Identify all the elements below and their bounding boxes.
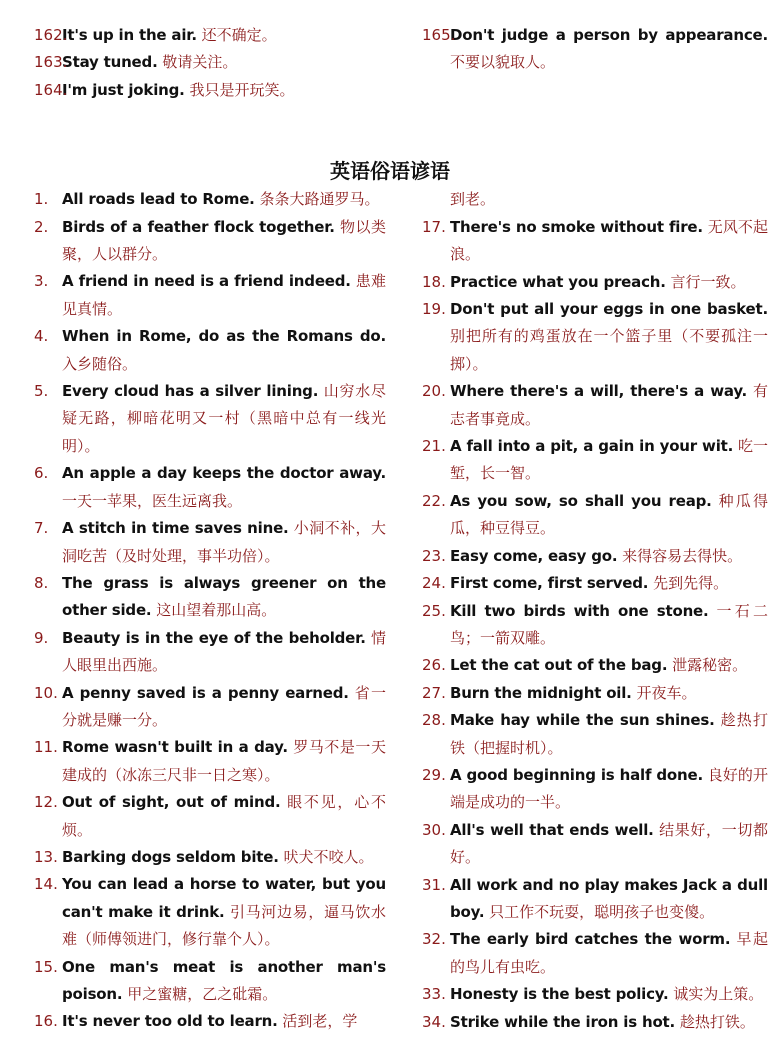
item-number: 7. — [34, 519, 49, 538]
chinese-translation: 罗马不是一天建成的（冰冻三尺非一日之寒）。 — [62, 738, 386, 784]
english-proverb: Beauty is in the eye of the beholder. — [62, 628, 366, 647]
chinese-translation: 一天一苹果，医生远离我。 — [62, 491, 243, 510]
english-proverb: There's no smoke without fire. — [450, 217, 703, 236]
item-number: 31. — [422, 875, 446, 894]
chinese-translation: 条条大路通罗马。 — [259, 190, 380, 209]
spacer — [422, 77, 768, 187]
item-number: 25. — [422, 601, 446, 620]
item-number: 165. — [422, 26, 456, 44]
english-proverb: It's up in the air. — [62, 26, 197, 44]
item-number: 9. — [34, 628, 49, 647]
english-proverb: Honesty is the best policy. — [450, 985, 669, 1004]
list-item — [422, 926, 768, 981]
item-number: 8. — [34, 573, 49, 592]
top-left-list — [34, 22, 386, 104]
chinese-translation: 趁热打铁。 — [679, 1012, 755, 1031]
chinese-translation: 吃一堑，长一智。 — [450, 437, 768, 483]
item-number: 33. — [422, 985, 446, 1004]
list-item — [422, 214, 768, 269]
item-number: 4. — [34, 327, 49, 346]
list-item — [34, 214, 386, 269]
chinese-translation: 引马河边易，逼马饮水难（师傅领进门，修行靠个人）。 — [62, 902, 386, 949]
chinese-translation: 先到先得。 — [653, 574, 729, 593]
english-proverb: As you sow, so shall you reap. — [450, 491, 712, 510]
list-item — [422, 707, 768, 762]
list-item — [34, 570, 386, 625]
list-item — [34, 680, 386, 735]
item-number: 2. — [34, 217, 49, 236]
list-item — [34, 789, 386, 844]
chinese-translation: 一石二鸟；一箭双雕。 — [450, 601, 768, 647]
english-proverb: Don't judge a person by appearance. — [450, 26, 768, 44]
list-item — [34, 844, 386, 871]
english-proverb: Birds of a feather flock together. — [62, 217, 335, 236]
item-number: 30. — [422, 820, 446, 839]
list-item — [34, 625, 386, 680]
item-number: 6. — [34, 464, 49, 483]
english-proverb: It's never too old to learn. — [62, 1012, 278, 1031]
chinese-translation: 结果好，一切都好。 — [450, 820, 768, 867]
list-item — [34, 268, 386, 323]
chinese-translation: 入乡随俗。 — [62, 354, 138, 373]
list-item — [422, 269, 768, 296]
chinese-translation: 吠犬不咬人。 — [283, 847, 374, 866]
item-number: 3. — [34, 272, 49, 291]
item-number: 15. — [34, 957, 58, 976]
item-number: 26. — [422, 656, 446, 675]
list-item — [34, 323, 386, 378]
chinese-translation: 甲之蜜糖，乙之砒霜。 — [127, 985, 278, 1003]
chinese-translation: 还不确定。 — [201, 26, 277, 44]
english-proverb: All's well that ends well. — [450, 820, 654, 839]
chinese-translation: 无风不起浪。 — [450, 217, 768, 264]
item-number: 22. — [422, 491, 446, 510]
item-number: 28. — [422, 711, 446, 730]
chinese-translation: 小洞不补，大洞吃苦（及时处理，事半功倍）。 — [62, 519, 386, 565]
list-item — [34, 186, 386, 213]
english-proverb: I'm just joking. — [62, 80, 185, 99]
chinese-translation: 省一分就是赚一分。 — [62, 683, 386, 729]
chinese-translation: 患难见真情。 — [62, 272, 386, 318]
list-item — [34, 954, 386, 1009]
english-proverb: Where there's a will, there's a way. — [450, 382, 748, 401]
list-item — [34, 378, 386, 460]
item-number: 163. — [34, 53, 68, 72]
proverb-list-left — [34, 186, 386, 1036]
english-proverb: Rome wasn't built in a day. — [62, 738, 288, 757]
list-item — [422, 1009, 768, 1036]
spacer — [34, 104, 386, 158]
item-number: 14. — [34, 875, 58, 894]
list-item — [34, 515, 386, 570]
chinese-translation: 早起的鸟儿有虫吃。 — [450, 930, 768, 976]
list-item — [422, 488, 768, 543]
list-item — [422, 570, 768, 597]
chinese-translation: 别把所有的鸡蛋放在一个篮子里（不要孤注一掷）。 — [450, 327, 768, 373]
item-number: 21. — [422, 437, 446, 456]
item-number: 16. — [34, 1012, 58, 1031]
chinese-translation: 言行一致。 — [670, 272, 746, 291]
english-proverb: First come, first served. — [450, 574, 649, 593]
english-proverb: All roads lead to Rome. — [62, 190, 255, 209]
english-proverb: Strike while the iron is hot. — [450, 1012, 676, 1031]
item-number: 5. — [34, 382, 49, 401]
chinese-translation: 趁热打铁（把握时机）。 — [450, 711, 768, 757]
continuation-text: 到老。 — [450, 190, 496, 209]
item-number: 24. — [422, 574, 446, 593]
section-title: 英语俗语谚语 — [330, 159, 450, 183]
chinese-translation: 情人眼里出西施。 — [62, 628, 386, 675]
chinese-translation: 不要以貌取人。 — [450, 53, 556, 72]
item-number: 13. — [34, 847, 58, 866]
english-proverb: A good beginning is half done. — [450, 765, 703, 784]
list-item — [422, 378, 768, 433]
list-item — [422, 543, 768, 570]
item-number: 11. — [34, 738, 58, 757]
chinese-translation: 种瓜得瓜，种豆得豆。 — [450, 491, 768, 538]
list-item — [422, 762, 768, 817]
english-proverb: All work and no play makes Jack a dull boy. — [450, 875, 768, 921]
list-item — [34, 49, 386, 76]
english-proverb: Stay tuned. — [62, 53, 158, 72]
chinese-translation: 有志者事竟成。 — [450, 382, 768, 428]
chinese-translation: 敬请关注。 — [162, 53, 238, 72]
list-item — [34, 22, 386, 49]
chinese-translation: 来得容易去得快。 — [622, 546, 743, 565]
list-item — [422, 296, 768, 378]
chinese-translation: 诚实为上策。 — [673, 985, 764, 1004]
item-number: 19. — [422, 300, 446, 319]
english-proverb: The early bird catches the worm. — [450, 930, 731, 949]
chinese-translation: 开夜车。 — [636, 683, 697, 702]
english-proverb: One man's meat is another man's poison. — [62, 957, 386, 1003]
proverb-list-right — [422, 214, 768, 1036]
english-proverb: The grass is always greener on the other side. — [62, 573, 386, 620]
list-item — [422, 981, 768, 1008]
item-number: 34. — [422, 1012, 446, 1031]
item-number: 32. — [422, 930, 446, 949]
item-number: 162. — [34, 26, 68, 44]
list-item — [34, 1008, 386, 1035]
chinese-translation: 山穷水尽疑无路，柳暗花明又一村（黑暗中总有一线光明）。 — [62, 382, 386, 455]
list-item — [34, 871, 386, 953]
list-item — [34, 77, 386, 104]
list-item — [34, 460, 386, 515]
chinese-translation: 物以类聚，人以群分。 — [62, 217, 386, 264]
item-number: 23. — [422, 546, 446, 565]
english-proverb: Easy come, easy go. — [450, 546, 618, 565]
english-proverb: A penny saved is a penny earned. — [62, 683, 349, 702]
list-item — [422, 817, 768, 872]
chinese-translation: 这山望着那山高。 — [156, 601, 277, 620]
chinese-translation: 活到老，学 — [282, 1012, 358, 1031]
top-right-list — [422, 22, 768, 77]
chinese-translation: 只工作不玩耍，聪明孩子也变傻。 — [489, 902, 715, 921]
item-number: 164. — [34, 80, 68, 99]
list-item — [422, 680, 768, 707]
chinese-translation: 我只是开玩笑。 — [189, 80, 295, 99]
english-proverb: You can lead a horse to water, but you can't make it drink. — [62, 875, 386, 921]
chinese-translation: 良好的开端是成功的一半。 — [450, 765, 768, 812]
english-proverb: Kill two birds with one stone. — [450, 601, 709, 620]
item-number: 29. — [422, 765, 446, 784]
item-number: 27. — [422, 683, 446, 702]
list-item — [34, 734, 386, 789]
item-number: 10. — [34, 683, 58, 702]
item-number: 1. — [34, 190, 49, 209]
english-proverb: A friend in need is a friend indeed. — [62, 272, 351, 291]
list-item — [422, 652, 768, 679]
english-proverb: When in Rome, do as the Romans do. — [62, 327, 386, 346]
list-item — [422, 598, 768, 653]
english-proverb: Out of sight, out of mind. — [62, 793, 281, 812]
right-column — [422, 22, 768, 1036]
english-proverb: A stitch in time saves nine. — [62, 519, 289, 538]
item-number: 17. — [422, 217, 446, 236]
item-number: 18. — [422, 272, 446, 291]
english-proverb: Don't put all your eggs in one basket. — [450, 300, 768, 319]
english-proverb: Practice what you preach. — [450, 272, 666, 291]
english-proverb: An apple a day keeps the doctor away. — [62, 464, 386, 483]
list-item — [422, 433, 768, 488]
list-item — [422, 22, 768, 77]
english-proverb: A fall into a pit, a gain in your wit. — [450, 437, 734, 456]
english-proverb: Barking dogs seldom bite. — [62, 847, 279, 866]
english-proverb: Every cloud has a silver lining. — [62, 382, 319, 401]
list-item — [422, 872, 768, 927]
english-proverb: Let the cat out of the bag. — [450, 656, 668, 675]
item-number: 12. — [34, 793, 58, 812]
english-proverb: Burn the midnight oil. — [450, 683, 632, 702]
chinese-translation: 泄露秘密。 — [672, 656, 748, 675]
english-proverb: Make hay while the sun shines. — [450, 711, 715, 730]
item-number: 20. — [422, 382, 446, 401]
chinese-translation: 眼不见，心不烦。 — [62, 793, 386, 839]
